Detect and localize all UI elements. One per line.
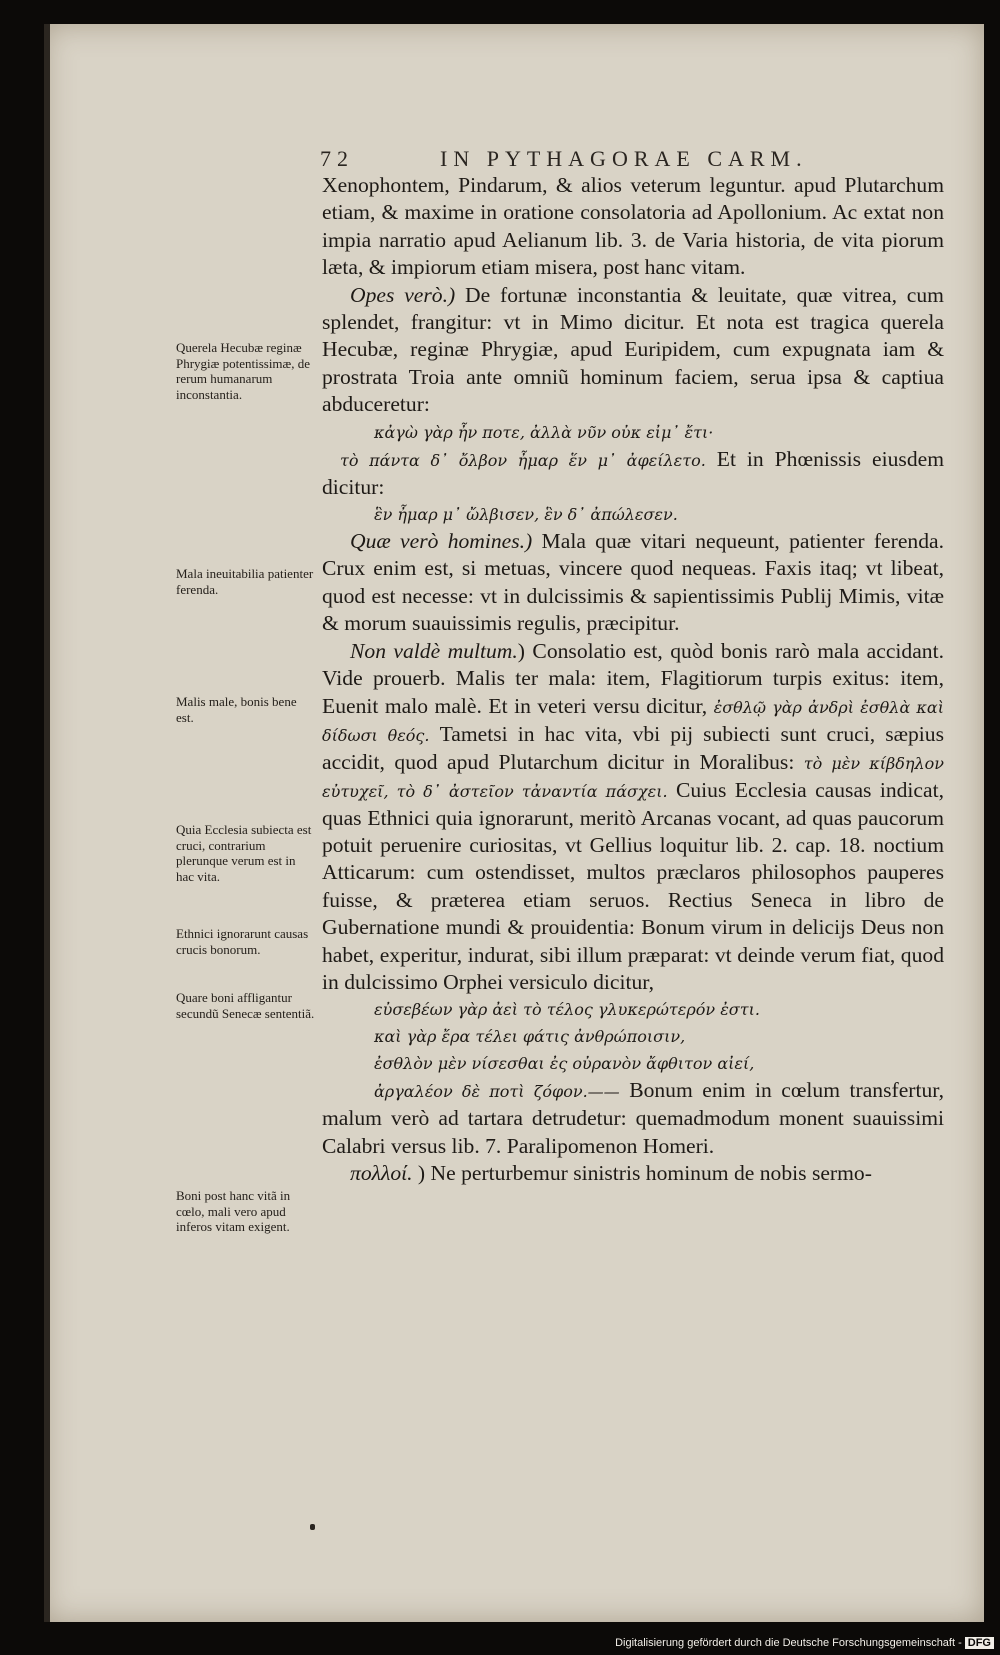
greek-verse: καὶ γὰρ ἔρα τέλει φάτις ἀνθρώποισιν, [374,1027,686,1047]
greek-verse: ἐσθλὸν μὲν νίσεσθαι ἐς οὐρανὸν ἄφθιτον αἰεί, [374,1054,755,1074]
margin-note: Mala ineuitabilia patienter ferenda. [176,566,314,597]
lemma: πολλοί. [350,1161,413,1186]
greek-quote: ἐσθλῷ γὰρ ἀνδρὶ ἐσθλὰ καὶ δίδωσι θεός. [322,697,944,745]
paragraph: πολλοί. ) Ne perturbemur sinistris hominum de nobis sermo- [350,1161,872,1186]
margin-note: Malis male, bonis bene est. [176,694,297,725]
footer-credit [615,1637,994,1649]
greek-quote: τὸ μὲν κίβδηλον εὐτυχεῖ, τὸ δ᾽ ἀστεῖον τἀναντία πάσχει. [322,753,944,801]
paragraph: ἀργαλέον δὲ ποτὶ ζόφον.—— Bonum enim in cœlum transfertur, malum verò ad tartara detrudetur: quemadmodum monent suauissimi Calabri versus lib. 7. Paralipomenon Homeri. [322,1078,944,1158]
greek-verse: ἓν ἦμαρ μ᾽ ὤλβισεν, ἓν δ᾽ ἀπώλεσεν. [374,505,678,525]
greek-verse: ἀργαλέον δὲ ποτὶ ζόφον.—— [374,1082,620,1102]
main-text [322,172,944,1188]
running-title: IN PYTHAGORAE CARM. [440,146,808,171]
margin-note: Boni post hanc vitã in cœlo, mali vero apud inferos vitam exigent. [176,1188,291,1234]
lemma: Non valdè multum. [350,638,518,663]
page-number: 72 [320,146,354,171]
margin-note: Querela Hecubæ reginæ Phrygiæ potentissimæ, de rerum humanarum inconstantia. [176,340,310,402]
lemma: Opes verò.) [350,282,456,307]
greek-verse: εὐσεβέων γὰρ ἀεὶ τὸ τέλος γλυκερώτερόν ἐστι. [374,1000,760,1020]
greek-verse: κἀγὼ γὰρ ἦν ποτε, ἀλλὰ νῦν οὐκ εἰμ᾽ ἔτι· [374,422,714,442]
lemma: Quæ verò homines.) [350,529,533,554]
dfg-logo: DFG [965,1637,994,1649]
paragraph: Non valdè multum.) Consolatio est, quòd bonis rarò mala accidant. Vide prouerb. Malis ter mala: item, Flagitiorum turpis exitus: item, Euenit malo malè. Et in veteri versu dicitur, ἐσθλῷ γὰρ ἀνδρὶ ἐσθλὰ καὶ δίδωσι θεός. Tametsi in hac vita, vbi pij subiecti sunt cruci, sæpius accidit, quod apud Plutarchum dicitur in Moralibus: τὸ μὲν κίβδηλον εὐτυχεῖ, τὸ δ᾽ ἀστεῖον τἀναντία πάσχει. Cuius Ecclesia causas indicat, quas Ethnici quia ignorarunt, meritò Arcanas vocant, ad quas paucorum potuit peruenire curiositas, vt Gellius loquitur lib. 2. cap. 18. noctium Atticarum: cum ostendisset, multos præclaros philosophos pauperes fuisse, & præterea etiam seruos. Rectius Seneca in libro de Gubernatione mundi & prouidentia: Bonum virum in delicijs Deus non habet, experitur, indurat, sibi illum præparat: vt deinde verum fiat, quod in dulcissimo Orphei versiculo dicitur, [322,638,945,994]
page-binding-edge [44,24,50,1622]
paragraph: Quæ verò homines.) Mala quæ vitari nequeunt, patienter ferenda. Crux enim est, si metuas, vincere quod nequeas. Faxis itaq; vt libeat, quod est necesse: vt in dulcissimis & sapientissimis Publij Mimis, vitæ & morum suauissimis regulis, præcipitur. [322,529,944,636]
margin-note: Ethnici ignorarunt causas crucis bonorum. [176,926,309,957]
margin-note: Quia Ecclesia subiecta est cruci, contrarium plerunque verum est in hac vita. [176,822,312,884]
paragraph: Opes verò.) De fortunæ inconstantia & leuitate, quæ vitrea, cum splendet, frangitur: vt in Mimo dicitur. Et nota est tragica querela Hecubæ, reginæ Phrygiæ, apud Euripidem, cum expugnata iam & prostrata Troia ante omniũ hominum faciem, serua ipsa & captiua abduceretur: [322,282,944,417]
margin-note: Quare boni affligantur secundũ Senecæ sententiã. [176,990,315,1021]
greek-verse: τὸ πάντα δ᾽ ὄλβον ἦμαρ ἕν μ᾽ ἀφείλετο. [340,450,706,470]
ink-spot [310,1524,315,1530]
footer-text: Digitalisierung gefördert durch die Deutsche Forschungsgemeinschaft - [615,1637,962,1649]
paragraph: τὸ πάντα δ᾽ ὄλβον ἦμαρ ἕν μ᾽ ἀφείλετο. Et in Phœnissis eiusdem dicitur: [322,446,945,499]
paragraph: Xenophontem, Pindarum, & alios veterum leguntur. apud Plutarchum etiam, & maxime in oratione consolatoria ad Apollonium. Ac extat non impia narratio apud Aelianum lib. 3. de Varia historia, de vita piorum læta, & impiorum etiam misera, post hanc vitam. [322,173,944,280]
